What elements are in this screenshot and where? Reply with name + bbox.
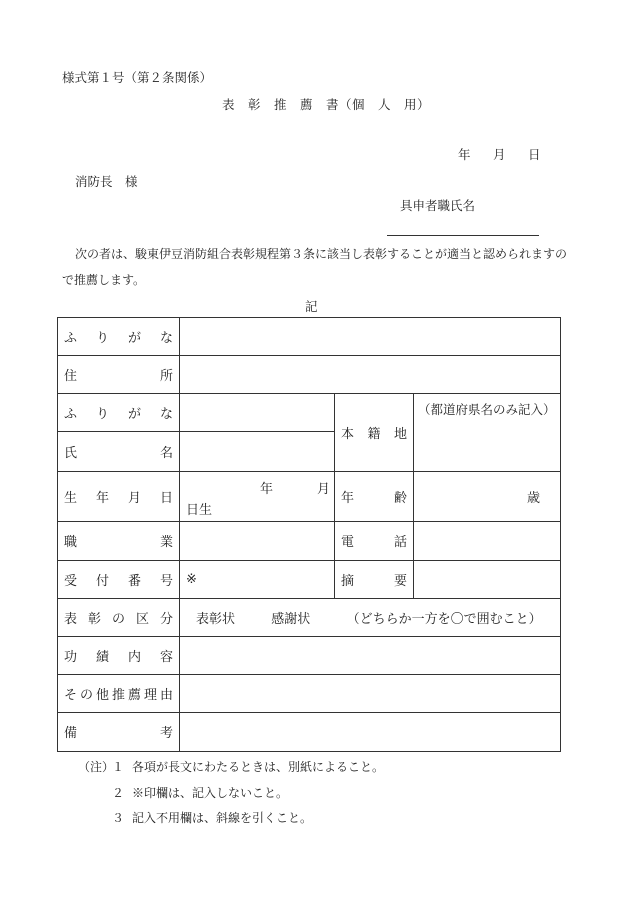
page-title: 表 彰 推 薦 書（個 人 用）	[222, 97, 431, 112]
signature-line	[387, 235, 539, 236]
date-year: 年	[458, 147, 471, 162]
field-furigana[interactable]	[180, 318, 561, 356]
label-receipt-number: 受付番号	[58, 560, 180, 598]
field-occupation[interactable]	[180, 522, 335, 560]
note-3: 記入不用欄は、斜線を引くこと。	[132, 811, 313, 825]
note-2: ※印欄は、記入しないこと。	[132, 786, 289, 800]
note-3-number: ３	[112, 811, 125, 825]
notes-prefix: （注）	[78, 760, 115, 774]
label-award-type: 表彰の区分	[58, 598, 180, 636]
field-address[interactable]	[180, 356, 561, 394]
field-merit[interactable]	[180, 636, 561, 674]
honseki-note: （都道府県名のみ記入）	[418, 402, 556, 418]
age-unit: 歳	[527, 491, 541, 507]
label-merit: 功績内容	[58, 636, 180, 674]
addressee: 消防長 様	[75, 174, 138, 189]
field-remarks[interactable]	[180, 712, 561, 751]
birth-month: 月	[317, 482, 331, 498]
field-summary[interactable]	[414, 560, 561, 598]
note-2-number: ２	[112, 786, 125, 800]
award-type-note: （どちらか一方を〇で囲むこと）	[346, 611, 542, 627]
label-furigana-name: ふりがな	[58, 394, 180, 432]
field-phone[interactable]	[414, 522, 561, 560]
birth-day-suffix: 日生	[186, 503, 213, 519]
label-other-reason: その他推薦理由	[58, 674, 180, 712]
label-phone: 電話	[335, 522, 414, 560]
field-birthdate[interactable]	[180, 472, 335, 522]
applicant-label: 具申者職氏名	[400, 198, 476, 213]
date-day: 日	[528, 147, 541, 162]
label-summary: 摘要	[335, 560, 414, 598]
option-hyoshojo[interactable]: 表彰状	[196, 611, 236, 627]
receipt-mark: ※	[186, 571, 197, 587]
label-age: 年齢	[335, 472, 414, 522]
field-furigana-name[interactable]	[180, 394, 335, 432]
label-remarks: 備考	[58, 712, 180, 751]
field-honseki[interactable]	[414, 394, 561, 472]
field-receipt-number	[180, 560, 335, 598]
recommendation-table	[57, 317, 561, 752]
option-kanshajo[interactable]: 感謝状	[271, 611, 311, 627]
date-month: 月	[493, 147, 506, 162]
label-furigana: ふりがな	[58, 318, 180, 356]
recommendation-text-line1: 次の者は、駿東伊豆消防組合表彰規程第３条に該当し表彰することが適当と認められますの	[75, 247, 568, 261]
form-code: 様式第１号（第２条関係）	[62, 70, 213, 85]
birth-year: 年	[260, 482, 274, 498]
label-occupation: 職業	[58, 522, 180, 560]
label-name: 氏名	[58, 432, 180, 472]
note-1: 各項が長文にわたるときは、別紙によること。	[132, 760, 385, 774]
field-award-type[interactable]	[180, 598, 561, 636]
label-honseki: 本籍地	[335, 394, 414, 472]
label-address: 住所	[58, 356, 180, 394]
field-other-reason[interactable]	[180, 674, 561, 712]
ki-label: 記	[305, 299, 318, 314]
note-1-number: １	[112, 760, 125, 774]
field-name[interactable]	[180, 432, 335, 472]
recommendation-text-line2: で推薦します。	[62, 273, 146, 287]
label-birthdate: 生年月日	[58, 472, 180, 522]
field-age[interactable]	[414, 472, 561, 522]
